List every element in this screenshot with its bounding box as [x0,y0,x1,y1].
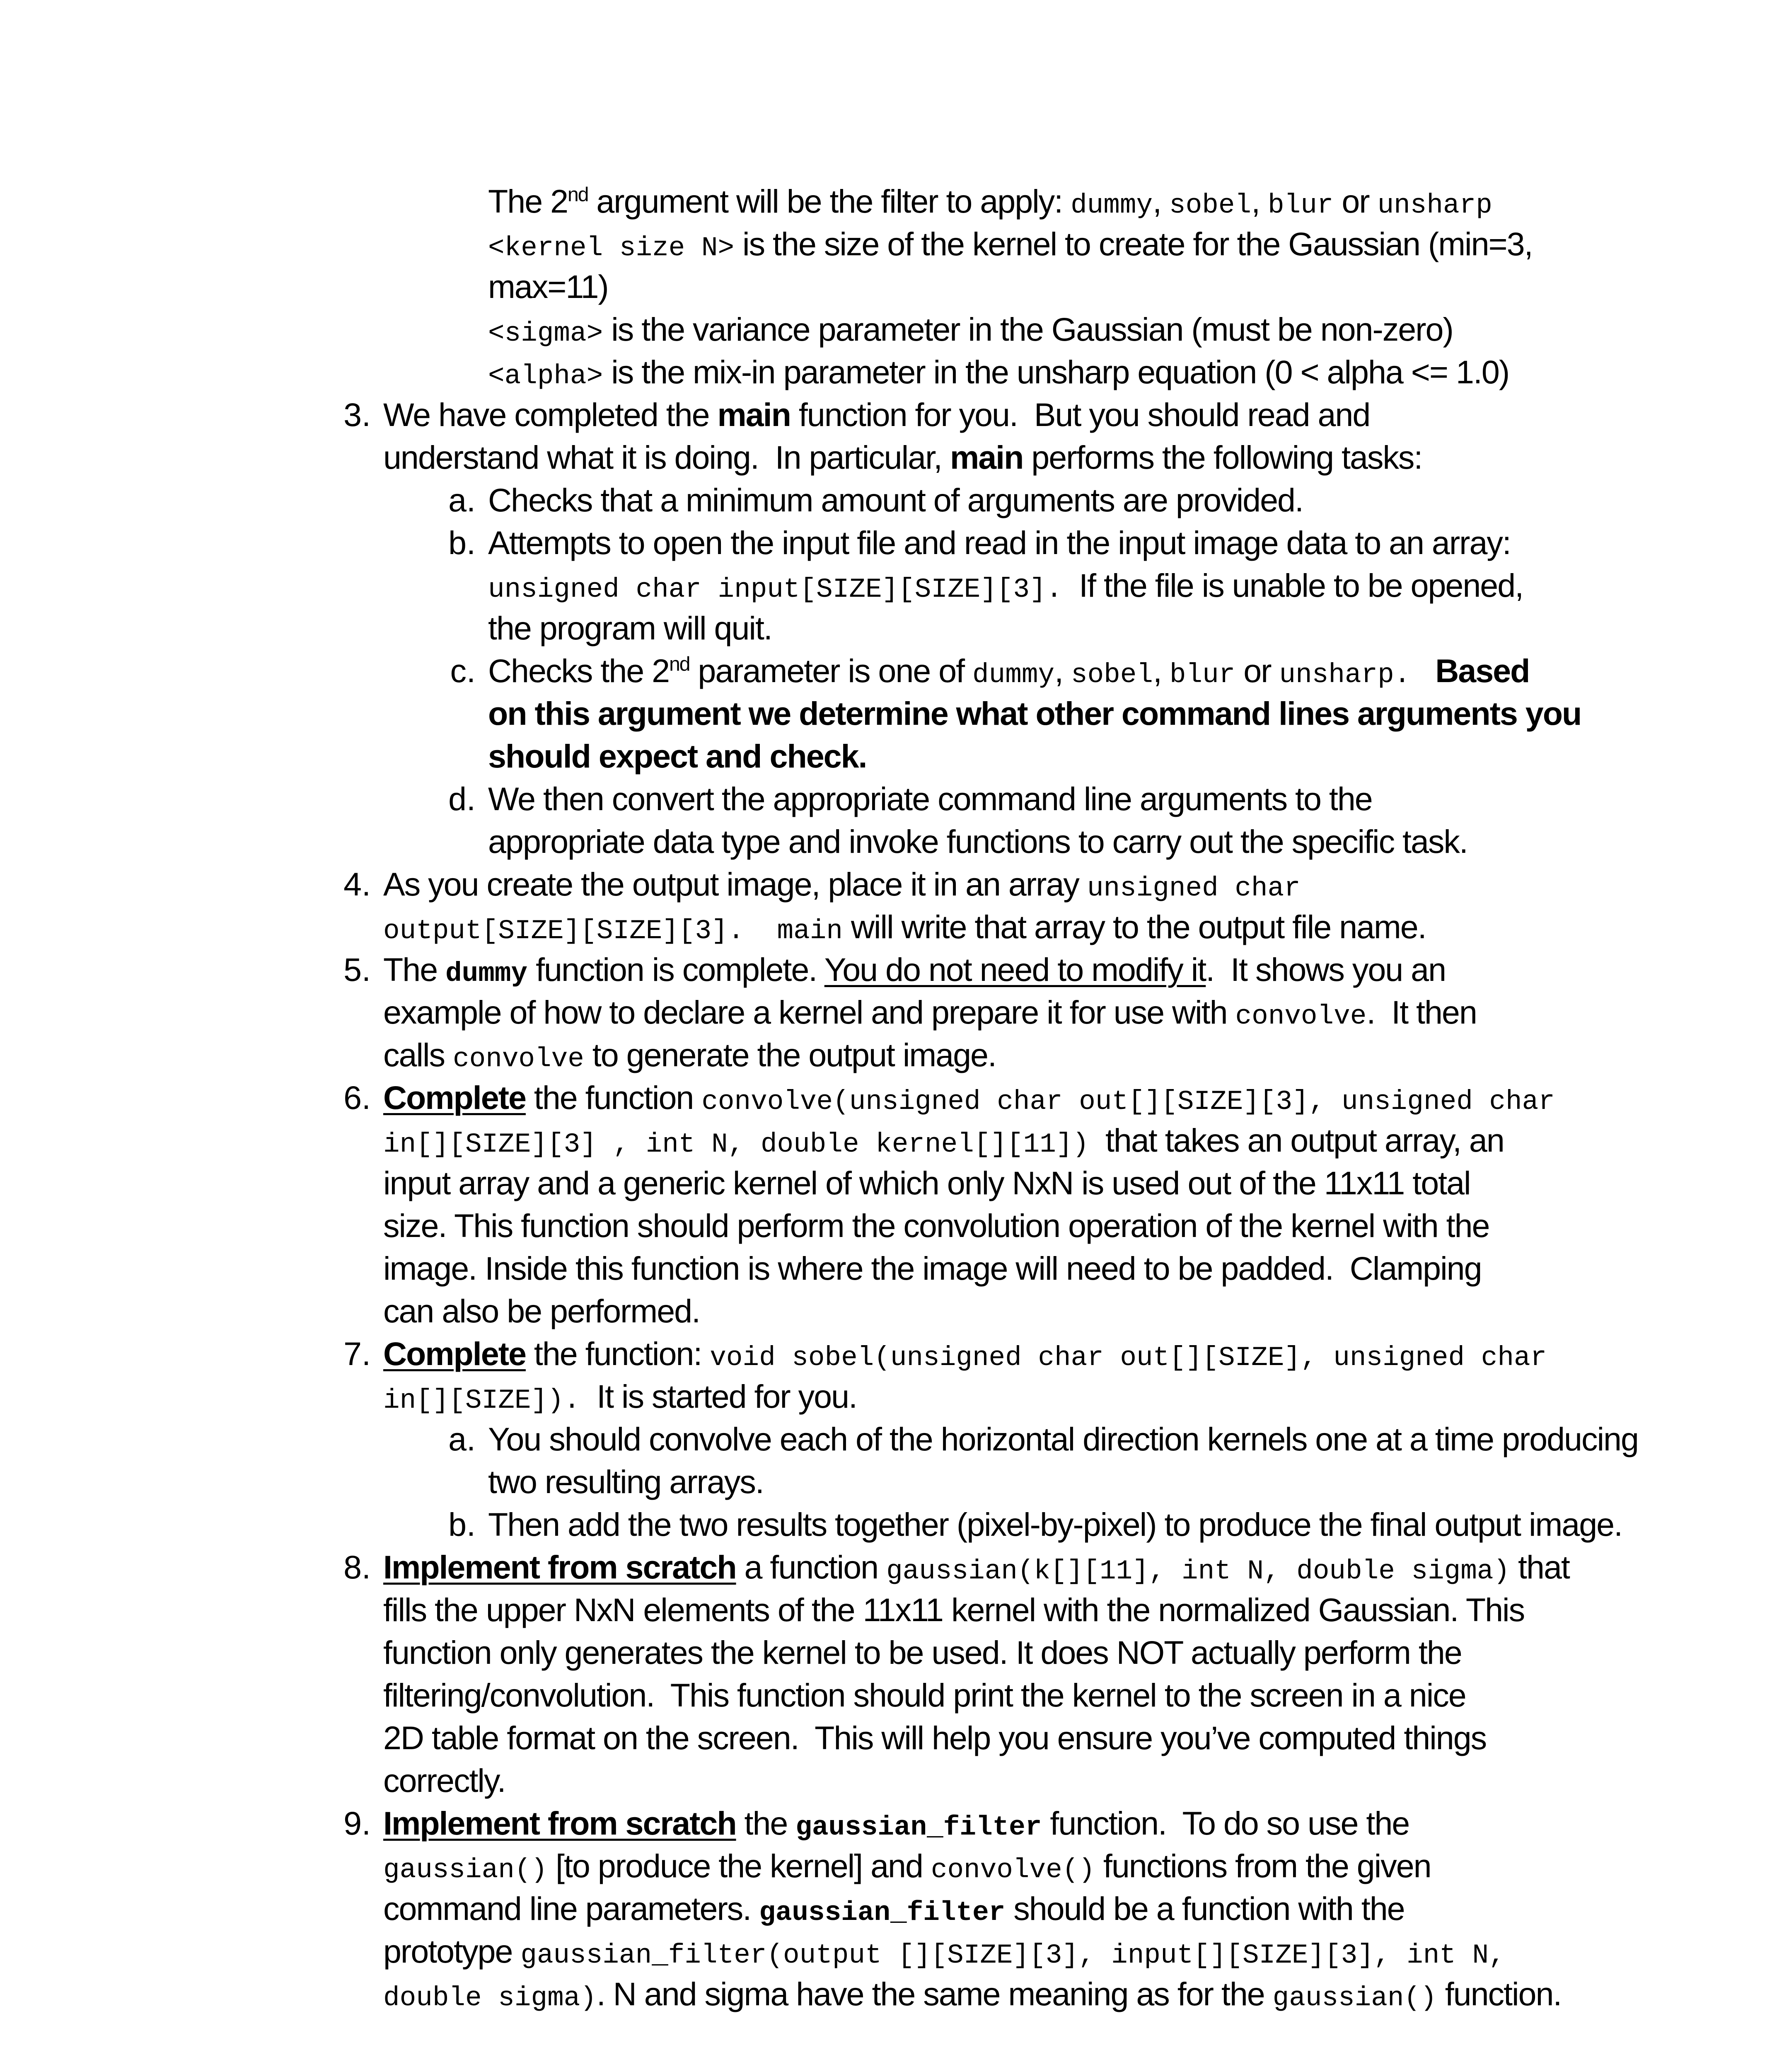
text-run: Checks that a minimum amount of arguments are provided. [488,482,1303,518]
text-run: Checks the 2 [488,652,670,689]
text-run: or [1235,652,1279,689]
text-line [383,1632,1462,1673]
code-run: <alpha> [488,361,603,392]
text-run: We have completed the [383,396,718,433]
text-line [383,1888,1405,1934]
text-line [488,309,1453,354]
text-run: prototype [383,1933,521,1970]
text-line [383,1248,1482,1289]
bold-code-run: gaussian_filter [759,1897,1006,1928]
text-run: fills the upper NxN elements of the 11x11 kernel with the normalized Gaussian. This [383,1591,1525,1628]
text-run: , [1054,652,1071,689]
text-run: input array and a generic kernel of which only NxN is used out of the 11x11 total [383,1164,1470,1201]
code-run: sobel [1071,659,1153,690]
bold-run: should expect and check. [488,738,867,775]
text-line [383,437,1422,478]
text-run: will write that array to the output file name. [842,908,1426,945]
text-run: image. Inside this function is where the image will need to be padded. Clamping [383,1250,1482,1287]
text-line [383,1589,1524,1631]
code-run: dummy [1071,190,1153,221]
code-run: unsharp [1377,190,1492,221]
code-run: sobel [1169,190,1252,221]
text-run: Attempts to open the input file and read in the input image data to an array: [488,524,1511,561]
text-line [488,351,1509,397]
text-line [383,1675,1466,1716]
code-run: dummy [972,659,1055,690]
text-line [488,608,772,649]
code-run: unsigned char input[SIZE][SIZE][3]. [488,574,1063,605]
text-run: size. This function should perform the convolution operation of the kernel with the [383,1207,1489,1244]
text-run: performs the following tasks: [1023,439,1422,476]
text-run: the function: [525,1335,710,1372]
text-run: is the size of the kernel to create for the Gaussian (min=3, [734,225,1533,262]
code-run: convolve [1235,1001,1367,1032]
code-run: in[][SIZE]). [383,1385,580,1416]
text-line [488,522,1511,564]
list-number: 9. [343,1805,371,1842]
text-line [488,181,1492,226]
text-run: calls [383,1036,453,1073]
code-run: blur [1267,190,1334,221]
text-line [383,1376,857,1421]
list-number: b. [448,524,476,561]
text-line [383,1077,1555,1123]
code-run: unsigned char [1087,873,1301,904]
text-run: can also be performed. [383,1293,700,1329]
text-run: parameter is one of [689,652,973,689]
text-line [488,479,1303,521]
text-run: functions from the given [1095,1847,1431,1884]
text-run: function. [1436,1975,1562,2012]
superscript: nd [568,184,588,206]
text-run: function. To do so use the [1042,1805,1409,1842]
list-number: a. [448,482,476,518]
text-run: , [1153,652,1170,689]
text-line [488,223,1533,269]
text-run: or [1333,183,1378,220]
text-run: We then convert the appropriate command line arguments to the [488,780,1372,817]
text-run: is the mix-in parameter in the unsharp equation (0 < alpha <= 1.0) [603,353,1509,390]
text-run: It is started for you. [580,1378,857,1415]
text-line [383,1931,1505,1976]
bold-code-run: dummy [445,958,528,989]
text-run: You should convolve each of the horizontal direction kernels one at a time producing [488,1421,1638,1457]
text-run [1410,652,1435,689]
text-run: The 2 [488,183,568,220]
text-run: to generate the output image. [584,1036,996,1073]
text-run: that takes an output array, an [1089,1122,1504,1159]
text-line [383,949,1446,995]
emphasis-run: Complete [383,1079,526,1116]
text-run: . It shows you an [1206,951,1446,988]
superscript: nd [669,653,690,675]
text-line [383,1717,1486,1759]
text-line [383,1845,1431,1891]
text-run: As you create the output image, place it in an array [383,866,1087,903]
code-run: <kernel size N> [488,232,735,264]
code-run: gaussian() [1272,1982,1437,2014]
text-line [383,992,1477,1037]
text-run: example of how to declare a kernel and prepare it for use with [383,994,1235,1031]
text-run: correctly. [383,1762,505,1799]
list-number: 3. [343,396,371,433]
text-run: function is complete. [527,951,824,988]
code-run: in[][SIZE][3] , int N, double kernel[][11]) [383,1129,1089,1160]
emphasis-run: Implement from scratch [383,1805,736,1842]
bold-run: main [950,439,1023,476]
text-run: appropriate data type and invoke functions to carry out the specific task. [488,823,1467,860]
text-line [488,736,866,777]
text-run: that [1510,1549,1569,1585]
text-line [383,1034,996,1080]
list-number: 6. [343,1079,371,1116]
text-run: the [736,1805,796,1842]
list-number: c. [450,652,476,689]
text-line [383,1290,700,1332]
text-run: command line parameters. [383,1890,759,1927]
text-line [383,1120,1504,1165]
text-run: If the file is unable to be opened, [1062,567,1523,604]
text-line [383,864,1301,909]
code-run: gaussian_filter(output [][SIZE][3], input[][SIZE][3], int N, [520,1940,1505,1971]
text-line [383,1162,1470,1204]
text-run: [to produce the kernel] and [547,1847,931,1884]
code-run: blur [1169,659,1235,690]
code-run: convolve(unsigned char out[][SIZE][3], unsigned char [701,1086,1555,1117]
emphasis-run: Complete [383,1335,526,1372]
code-run: gaussian(k[][11], int N, double sigma) [886,1556,1510,1587]
text-line [383,1547,1569,1592]
text-run: Then add the two results together (pixel-by-pixel) to produce the final output image. [488,1506,1622,1543]
text-run: The [383,951,446,988]
text-line [488,821,1467,862]
text-line [383,1973,1561,2019]
code-run: gaussian() [383,1854,548,1886]
code-run: convolve() [931,1854,1095,1886]
text-line [383,394,1370,436]
bold-run: Based [1435,652,1530,689]
underline-run: You do not need to modify it [824,951,1206,988]
list-number: b. [448,1506,476,1543]
text-line [488,693,1581,734]
code-run: convolve [453,1043,584,1075]
text-run: the function [525,1079,702,1116]
text-run: , [1251,183,1268,220]
text-line [383,1333,1547,1379]
text-run: should be a function with the [1005,1890,1405,1927]
list-number: 8. [343,1549,371,1585]
text-line [488,266,608,307]
text-run: , [1153,183,1170,220]
text-run: is the variance parameter in the Gaussian (must be non-zero) [603,311,1453,348]
text-run: 2D table format on the screen. This will help you ensure you’ve computed things [383,1719,1487,1756]
text-line [488,1504,1622,1545]
code-run: output[SIZE][SIZE][3]. main [383,915,843,946]
text-run: . N and sigma have the same meaning as for the [596,1975,1273,2012]
bold-run: main [717,396,791,433]
text-run: understand what it is doing. In particular, [383,439,950,476]
bold-run: on this argument we determine what other command lines arguments you [488,695,1581,732]
text-run: the program will quit. [488,610,772,646]
text-run: function for you. But you should read and [790,396,1370,433]
code-run: void sobel(unsigned char out[][SIZE], unsigned char [710,1342,1547,1373]
code-run: <sigma> [488,318,603,349]
text-line [383,1760,505,1801]
list-number: a. [448,1421,476,1457]
code-run: unsharp. [1279,659,1411,690]
code-run: double sigma) [383,1982,597,2014]
list-number: d. [448,780,476,817]
text-run: filtering/convolution. This function should print the kernel to the screen in a nice [383,1677,1466,1714]
list-number: 5. [343,951,371,988]
text-line [488,650,1529,696]
text-run: two resulting arrays. [488,1463,764,1500]
list-number: 4. [343,866,371,903]
text-line [383,1205,1489,1247]
list-number: 7. [343,1335,371,1372]
emphasis-run: Implement from scratch [383,1549,736,1585]
text-line [488,565,1523,610]
text-line [488,1461,764,1503]
text-line [383,1803,1409,1848]
bold-code-run: gaussian_filter [795,1812,1042,1843]
text-line [383,906,1426,952]
text-line [488,778,1372,820]
text-run: a function [736,1549,887,1585]
text-run: . It then [1366,994,1477,1031]
text-run: max=11) [488,268,608,305]
text-run: function only generates the kernel to be used. It does NOT actually perform the [383,1634,1462,1671]
text-run: argument will be the filter to apply: [588,183,1071,220]
text-line [488,1418,1638,1460]
